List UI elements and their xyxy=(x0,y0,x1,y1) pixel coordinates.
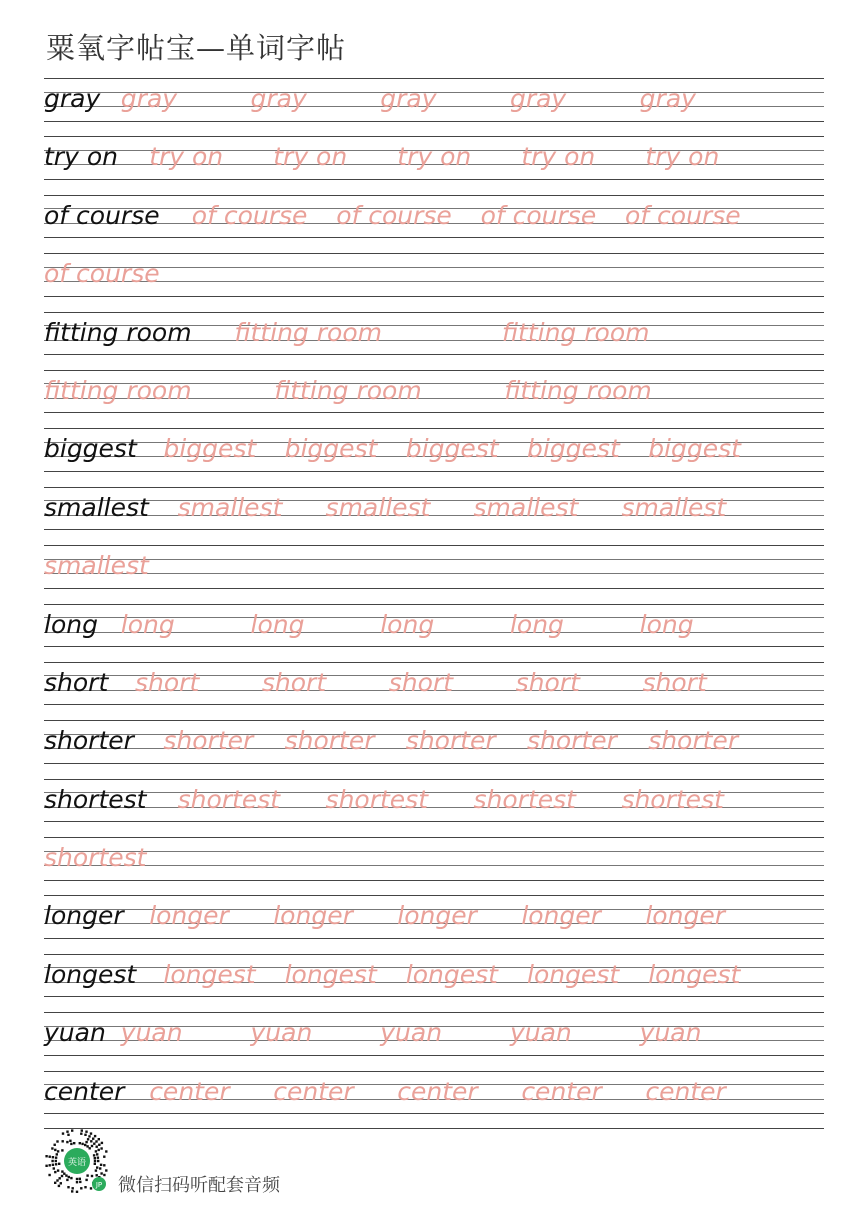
qr-dot xyxy=(90,1132,92,1134)
trace-word: smallest xyxy=(44,551,149,581)
trace-word: shortest xyxy=(44,843,147,873)
ruled-line xyxy=(44,704,824,705)
trace-word: try on xyxy=(149,142,224,172)
model-word: try on xyxy=(44,142,118,172)
trace-word: longest xyxy=(284,959,377,989)
trace-word: shorter xyxy=(648,726,739,756)
trace-word: biggest xyxy=(405,434,499,464)
qr-dot xyxy=(86,1145,88,1147)
qr-dot xyxy=(80,1133,82,1135)
ruled-line xyxy=(44,646,824,647)
qr-dot xyxy=(84,1186,86,1188)
trace-word: longest xyxy=(405,959,498,989)
qr-dot xyxy=(57,1150,59,1152)
trace-word: try on xyxy=(521,142,596,172)
practice-sheet xyxy=(44,77,824,1129)
model-word: longest xyxy=(44,959,137,989)
qr-dot xyxy=(58,1185,60,1187)
qr-dot xyxy=(91,1175,93,1177)
qr-dot xyxy=(67,1186,69,1188)
qr-dot xyxy=(94,1157,96,1159)
trace-word: gray xyxy=(509,84,567,113)
ruled-line xyxy=(44,588,824,589)
practice-row xyxy=(44,661,824,719)
model-word: longer xyxy=(44,901,124,931)
qr-dot xyxy=(85,1141,87,1143)
qr-dot xyxy=(61,1149,63,1151)
row-words xyxy=(44,79,824,119)
trace-word: gray xyxy=(639,84,696,113)
trace-word: longer xyxy=(521,901,601,931)
qr-dot xyxy=(96,1153,98,1155)
qr-dot xyxy=(103,1174,105,1176)
trace-word: of course xyxy=(480,200,597,230)
practice-row xyxy=(44,311,824,369)
trace-word: shortest xyxy=(473,784,576,814)
qr-dot xyxy=(60,1182,62,1184)
trace-word: of course xyxy=(336,200,452,230)
model-word: of course xyxy=(44,200,160,230)
qr-dot xyxy=(98,1144,100,1146)
page-title: 粟氧字帖宝—单词字帖 xyxy=(46,31,347,65)
trace-word: biggest xyxy=(163,434,257,464)
trace-word: short xyxy=(642,667,707,697)
practice-row xyxy=(44,836,824,894)
qr-dot xyxy=(88,1135,90,1137)
qr-dot xyxy=(70,1177,72,1179)
qr-dot xyxy=(56,1153,58,1155)
trace-word: fitting room xyxy=(501,317,650,347)
trace-word: long xyxy=(380,609,435,639)
qr-dot xyxy=(79,1181,81,1183)
trace-word: short xyxy=(388,667,453,697)
trace-word: try on xyxy=(273,142,348,172)
qr-dot xyxy=(85,1131,87,1133)
practice-row xyxy=(44,427,824,485)
trace-word: biggest xyxy=(284,434,378,464)
ruled-line xyxy=(44,996,824,997)
row-words xyxy=(44,254,824,294)
qr-dot xyxy=(99,1167,101,1169)
model-word: biggest xyxy=(44,434,137,464)
trace-word: biggest xyxy=(527,434,620,464)
qr-dot xyxy=(84,1134,86,1136)
trace-word: long xyxy=(509,609,564,639)
model-word: shorter xyxy=(44,726,134,756)
row-words xyxy=(44,721,824,761)
qr-dot xyxy=(67,1134,69,1136)
qr-dot xyxy=(57,1169,59,1171)
qr-dot xyxy=(90,1187,92,1189)
trace-word: of course xyxy=(625,200,741,230)
qr-dot xyxy=(52,1156,54,1158)
qr-dot xyxy=(62,1132,64,1134)
footer-scan-text: 微信扫码听配套音频 xyxy=(118,1175,280,1196)
trace-word: longer xyxy=(273,901,353,931)
qr-dot xyxy=(94,1135,96,1137)
trace-word: center xyxy=(149,1076,230,1106)
qr-dot xyxy=(71,1190,73,1192)
qr-dot xyxy=(55,1160,57,1162)
model-word: shortest xyxy=(44,784,147,814)
qr-dot xyxy=(55,1163,57,1165)
trace-word: longest xyxy=(648,959,741,989)
model-word: gray xyxy=(44,84,101,113)
ruled-line xyxy=(44,1055,824,1056)
qr-dot xyxy=(54,1171,56,1173)
qr-dot xyxy=(100,1164,102,1166)
trace-word: fitting room xyxy=(504,375,652,405)
qr-dot xyxy=(89,1147,91,1149)
trace-word: biggest xyxy=(648,434,741,464)
row-words xyxy=(44,896,824,936)
qr-dot xyxy=(93,1154,95,1156)
qr-code-icon xyxy=(42,1127,112,1197)
row-words xyxy=(44,429,824,469)
qr-dot xyxy=(80,1187,82,1189)
row-words xyxy=(44,488,824,528)
footer xyxy=(42,1127,462,1197)
trace-word: gray xyxy=(250,84,307,113)
qr-dot xyxy=(51,1160,53,1162)
qr-dot xyxy=(92,1138,94,1140)
ruled-line xyxy=(44,821,824,822)
row-words xyxy=(44,1013,824,1053)
row-words xyxy=(44,955,824,995)
practice-row xyxy=(44,252,824,310)
qr-dot xyxy=(56,1140,58,1142)
qr-dot xyxy=(71,1129,73,1131)
trace-word: shortest xyxy=(325,784,429,814)
row-words xyxy=(44,137,824,177)
qr-dot xyxy=(45,1155,47,1157)
practice-row xyxy=(44,1011,824,1069)
trace-word: smallest xyxy=(325,492,431,522)
practice-row xyxy=(44,77,824,135)
qr-dot xyxy=(69,1140,71,1142)
trace-word: long xyxy=(639,609,694,639)
qr-dot xyxy=(90,1140,92,1142)
qr-dot xyxy=(59,1177,61,1179)
trace-word: shorter xyxy=(405,726,496,756)
qr-dot xyxy=(81,1129,83,1131)
trace-word: gray xyxy=(380,84,437,113)
qr-dot xyxy=(79,1178,81,1180)
row-words xyxy=(44,838,824,878)
trace-word: center xyxy=(397,1076,478,1106)
qr-dot xyxy=(94,1160,96,1162)
ruled-line xyxy=(44,529,824,530)
qr-dot xyxy=(63,1173,65,1175)
qr-dot xyxy=(98,1149,100,1151)
qr-dot xyxy=(52,1164,54,1166)
qr-dot xyxy=(97,1157,99,1159)
trace-word: center xyxy=(645,1076,726,1106)
qr-corner-label: JP xyxy=(95,1181,103,1189)
qr-dot xyxy=(54,1144,56,1146)
qr-dot xyxy=(66,1179,68,1181)
trace-word: long xyxy=(250,609,305,639)
qr-dot xyxy=(54,1182,56,1184)
practice-row xyxy=(44,1070,824,1128)
trace-word: smallest xyxy=(473,492,579,522)
row-words xyxy=(44,780,824,820)
qr-dot xyxy=(76,1191,78,1193)
ruled-line xyxy=(44,938,824,939)
qr-dot xyxy=(105,1169,107,1171)
qr-dot xyxy=(105,1150,107,1152)
qr-dot xyxy=(49,1156,51,1158)
qr-dot xyxy=(45,1165,47,1167)
trace-word: try on xyxy=(645,142,720,172)
model-word: short xyxy=(44,667,109,697)
practice-row xyxy=(44,486,824,544)
qr-dot xyxy=(76,1181,78,1183)
model-word: smallest xyxy=(44,492,149,522)
qr-dot xyxy=(55,1157,57,1159)
trace-word: longest xyxy=(527,959,620,989)
ruled-line xyxy=(44,880,824,881)
trace-word: short xyxy=(515,667,580,697)
model-word: long xyxy=(44,609,98,639)
qr-dot xyxy=(62,1140,64,1142)
qr-dot xyxy=(65,1174,67,1176)
qr-dot xyxy=(48,1174,50,1176)
row-words xyxy=(44,605,824,645)
qr-dot xyxy=(81,1143,83,1145)
qr-dot xyxy=(85,1179,87,1181)
trace-word: short xyxy=(135,667,200,697)
ruled-line xyxy=(44,121,824,122)
qr-dot xyxy=(87,1138,89,1140)
practice-row xyxy=(44,194,824,252)
row-words xyxy=(44,371,824,411)
qr-dot xyxy=(91,1145,93,1147)
qr-dot xyxy=(96,1166,98,1168)
trace-word: yuan xyxy=(639,1018,702,1048)
trace-word: fitting room xyxy=(234,317,382,347)
trace-word: shorter xyxy=(284,726,375,756)
row-words xyxy=(44,663,824,703)
qr-dot xyxy=(58,1163,60,1165)
qr-dot xyxy=(96,1174,98,1176)
qr-dot xyxy=(101,1142,103,1144)
practice-row xyxy=(44,603,824,661)
qr-dot xyxy=(97,1160,99,1162)
trace-word: try on xyxy=(397,142,472,172)
qr-dot xyxy=(103,1156,105,1158)
trace-word: smallest xyxy=(177,492,283,522)
trace-word: yuan xyxy=(509,1018,572,1048)
qr-dot xyxy=(103,1164,105,1166)
qr-dot xyxy=(95,1150,97,1152)
trace-word: of course xyxy=(191,200,308,230)
trace-word: longer xyxy=(149,901,229,931)
trace-word: long xyxy=(120,609,175,639)
ruled-line xyxy=(44,354,824,355)
trace-word: shortest xyxy=(177,784,281,814)
trace-word: short xyxy=(261,667,327,697)
practice-row xyxy=(44,544,824,602)
trace-word: shortest xyxy=(621,784,724,814)
qr-dot xyxy=(86,1174,88,1176)
trace-word: longer xyxy=(397,901,477,931)
row-words xyxy=(44,196,824,236)
trace-word: yuan xyxy=(380,1018,443,1048)
qr-dot xyxy=(100,1147,102,1149)
practice-row xyxy=(44,135,824,193)
qr-dot xyxy=(76,1178,78,1180)
trace-word: yuan xyxy=(120,1018,183,1048)
trace-word: center xyxy=(273,1076,354,1106)
ruled-line xyxy=(44,1113,824,1114)
trace-word: fitting room xyxy=(44,375,192,405)
model-word: fitting room xyxy=(44,317,192,347)
qr-dot xyxy=(66,1141,68,1143)
qr-dot xyxy=(95,1169,97,1171)
model-word: yuan xyxy=(44,1018,106,1048)
qr-dot xyxy=(100,1172,102,1174)
trace-word: gray xyxy=(120,84,178,113)
qr-dot xyxy=(98,1138,100,1140)
practice-row xyxy=(44,719,824,777)
qr-dot xyxy=(68,1176,70,1178)
trace-word: smallest xyxy=(621,492,727,522)
practice-row xyxy=(44,778,824,836)
qr-badge-label: 英语 xyxy=(67,1158,87,1168)
qr-dot xyxy=(73,1142,75,1144)
trace-word: yuan xyxy=(250,1018,313,1048)
ruled-line xyxy=(44,179,824,180)
qr-dot xyxy=(49,1164,51,1166)
trace-word: of course xyxy=(44,259,160,289)
trace-word: shorter xyxy=(163,726,254,756)
qr-dot xyxy=(72,1187,74,1189)
qr-dot xyxy=(66,1131,68,1133)
trace-word: longer xyxy=(645,901,725,931)
qr-dot xyxy=(84,1144,86,1146)
qr-dot xyxy=(93,1143,95,1145)
qr-dot xyxy=(61,1175,63,1177)
row-words xyxy=(44,313,824,353)
qr-dot xyxy=(94,1163,96,1165)
qr-dot xyxy=(53,1167,55,1169)
ruled-line xyxy=(44,237,824,238)
qr-dot xyxy=(79,1142,81,1144)
ruled-line xyxy=(44,471,824,472)
ruled-line xyxy=(44,296,824,297)
qr-dot xyxy=(95,1140,97,1142)
trace-word: shorter xyxy=(527,726,617,756)
practice-row xyxy=(44,953,824,1011)
ruled-line xyxy=(44,412,824,413)
model-word: center xyxy=(44,1076,125,1106)
practice-row xyxy=(44,369,824,427)
qr-dot xyxy=(70,1143,72,1145)
qr-dot xyxy=(51,1147,53,1149)
row-words xyxy=(44,1072,824,1112)
row-words xyxy=(44,546,824,586)
trace-word: fitting room xyxy=(274,375,422,405)
qr-dot xyxy=(96,1146,98,1148)
qr-dot xyxy=(56,1179,58,1181)
trace-word: center xyxy=(521,1076,602,1106)
practice-row xyxy=(44,894,824,952)
qr-dot xyxy=(54,1149,56,1151)
ruled-line xyxy=(44,763,824,764)
qr-dot xyxy=(61,1170,63,1172)
trace-word: longest xyxy=(163,959,256,989)
